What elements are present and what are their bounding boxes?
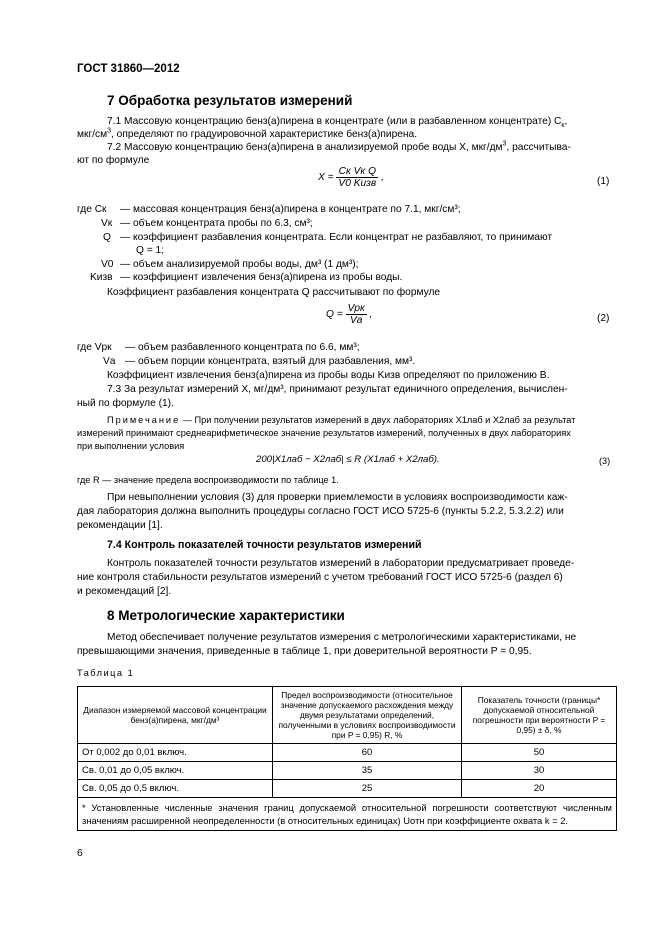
fail-para-line3: рекомендации [1]. — [77, 520, 163, 531]
cell-range: Св. 0,05 до 0,5 включ. — [78, 780, 273, 798]
section-7-title: 7 Обработка результатов измерений — [107, 93, 353, 108]
fail-para-line1: При невыполнении условия (3) для проверки приемлемости в условиях воспроизводимости каж- — [107, 492, 568, 503]
cell-d: 20 — [462, 780, 617, 798]
where1-sym-1: Vк — [101, 218, 113, 229]
paragraph-7-1-line1: 7.1 Массовую концентрацию бенз(а)пирена в концентрате (или в разбавленном концентрате) $C_к$, — [107, 116, 568, 130]
note-line1: Примечание — При получении результатов измерений в двух лабораториях X1лаб и X2лаб за результат — [107, 415, 576, 425]
paragraph-7-2-line1: 7.2 Массовую концентрацию бенз(а)пирена в анализируемой пробе воды X, мкг/$дм^3$, рассчитыва- — [107, 140, 571, 153]
where1-sym-5: Kизв — [90, 272, 113, 283]
cell-d: 30 — [462, 762, 617, 780]
table-row — [78, 780, 617, 798]
table-1 — [77, 686, 617, 831]
formula-1: X = $\frac{\text{Cк Vк Q}}{\text{V0 Kизв}}$ , — [318, 166, 384, 189]
table-caption: Таблица 1 — [77, 668, 135, 678]
cell-r: 35 — [273, 762, 462, 780]
formula-2-number: (2) — [597, 313, 610, 324]
cell-r: 25 — [273, 780, 462, 798]
where2-sym-0: где Vрк — [77, 342, 112, 353]
document-header: ГОСТ 31860—2012 — [77, 63, 180, 75]
formula-1-fraction: $\frac{\text{Cк Vк Q}}{\text{V0 Kизв}}$ — [338, 166, 377, 189]
where2-text-0: — объем разбавленного концентрата по 6.6, мм³; — [125, 342, 360, 353]
where1-text-3: Q = 1; — [136, 245, 165, 256]
formula-3: 200|X1лаб − X2лаб| ≤ R (X1лаб + X2лаб). — [256, 454, 440, 465]
subsection-7-4-title: 7.4 Контроль показателей точности результатов измерений — [107, 539, 422, 551]
table-row — [78, 762, 617, 780]
table-row — [78, 744, 617, 762]
table-header-range: Диапазон измеряемой массовой концентрации бенз(а)пирена, мкг/дм³ — [78, 687, 273, 744]
kizv-line: Коэффициент извлечения бенз(а)пирена из пробы воды Kизв определяют по приложению В. — [107, 370, 550, 381]
where1-text-2: — коэффициент разбавления концентрата. Если концентрат не разбавляют, то принимают — [120, 232, 553, 243]
section-8-para-line1: Метод обеспечивает получение результатов измерения с метрологическими характеристиками, не — [107, 632, 577, 643]
where1-text-4: — объем анализируемой пробы воды, дм³ (1 дм³); — [120, 259, 359, 270]
cell-range: Св. 0,01 до 0,05 включ. — [78, 762, 273, 780]
note-line3: при выполнении условия — [77, 441, 185, 451]
where1-text-5: — коэффициент извлечения бенз(а)пирена из пробы воды. — [120, 272, 403, 283]
section-8-para-line2: превышающими значения, приведенные в таблице 1, при доверительной вероятности P = 0,95. — [77, 646, 532, 657]
section-8-title: 8 Метрологические характеристики — [107, 608, 345, 623]
formula-1-number: (1) — [597, 176, 610, 187]
where2-sym-1: Vа — [103, 356, 116, 367]
cell-r: 60 — [273, 744, 462, 762]
table-header-row — [78, 687, 617, 744]
formula-2-fraction: $\frac{\text{Vрк}}{Vа}$ — [347, 303, 365, 326]
table-header-accuracy: Показатель точности (границы* допускаемой относительной погрешности при вероятности P = 0,95) ± δ, % — [462, 687, 617, 744]
paragraph-7-2-line2: ют по формуле — [77, 155, 150, 166]
table-header-reproducibility: Предел воспроизводимости (относительное значение допускаемого расхождения между двумя результатами определений, полученными в условиях воспроизводимости при P = 0,95) R, % — [273, 687, 462, 744]
note-line4: где R — значение предела воспроизводимости по таблице 1. — [77, 475, 339, 485]
para-7-4-line3: и рекомендаций [2]. — [77, 586, 172, 597]
q-intro: Коэффициент разбавления концентрата Q рассчитывают по формуле — [107, 287, 441, 298]
note-line2: измерений принимают среднеарифметическое значение результатов измерений, полученных в двух лабораториях — [77, 428, 571, 438]
formula-3-number: (3) — [599, 456, 611, 466]
cell-d: 50 — [462, 744, 617, 762]
table-footnote-row — [78, 798, 617, 831]
where2-text-1: — объем порции концентрата, взятый для разбавления, мм³. — [125, 356, 416, 367]
paragraph-7-3-line2: ный по формуле (1). — [77, 398, 174, 409]
table-footnote: * Установленные численные значения границ допускаемой относительной погрешности соответствуют численным значениям расширенной неопределенности (в относительных единицах) Uотн при коэффициенте охвата k = 2. — [78, 798, 617, 831]
para-7-4-line2: ние контроля стабильности результатов измерений с учетом требований ГОСТ ИСО 5725-6 (раздел 6) — [77, 572, 563, 583]
where1-text-0: — массовая концентрация бенз(а)пирена в концентрате по 7.1, мкг/см³; — [120, 204, 461, 215]
fail-para-line2: дая лаборатория должна выполнить процедуры согласно ГОСТ ИСО 5725-6 (пункты 5.2.2, 5.3.2.2) или — [77, 506, 564, 517]
where1-sym-0: где Cк — [77, 204, 107, 215]
where1-sym-4: V0 — [101, 259, 114, 270]
paragraph-7-1-line2: мкг/$см^3$, определяют по градуировочной характеристике бенз(а)пирена. — [77, 127, 418, 140]
formula-2: Q = $\frac{\text{Vрк}}{Vа}$ , — [326, 303, 373, 326]
cell-range: От 0,002 до 0,01 включ. — [78, 744, 273, 762]
paragraph-7-3-line1: 7.3 За результат измерений X, мг/дм³, принимают результат единичного определения, вычислен- — [107, 384, 568, 395]
where1-sym-2: Q — [103, 232, 111, 243]
page-number: 6 — [77, 848, 83, 859]
para-7-4-line1: Контроль показателей точности результатов измерений в лаборатории предусматривает проведе- — [107, 558, 575, 569]
where1-text-1: — объем концентрата пробы по 6.3, см³; — [120, 218, 313, 229]
